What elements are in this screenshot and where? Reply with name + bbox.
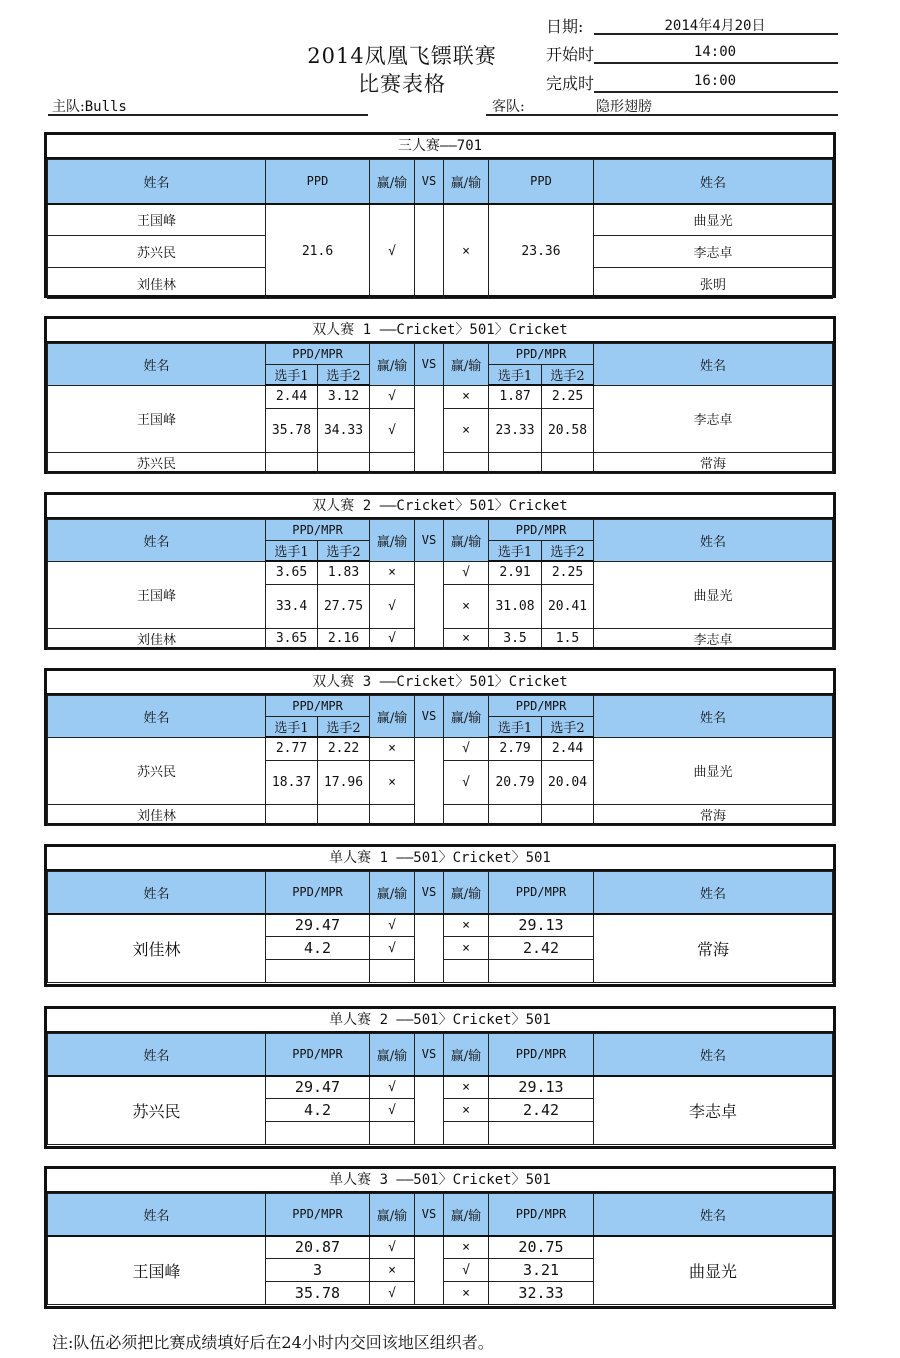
- vs-header: VS: [415, 1034, 444, 1076]
- left-p2-score: 27.75: [318, 584, 370, 628]
- date-value: 2014年4月20日: [664, 18, 766, 34]
- left-player1-header: 选手1: [266, 717, 318, 738]
- right-ppd-mpr-header: PPD/MPR: [489, 344, 594, 365]
- doubles-table: [47, 343, 833, 474]
- left-p2-score: 2.16: [318, 628, 370, 649]
- doubles-match-block: [44, 316, 836, 474]
- left-p2-score: 34.33: [318, 408, 370, 452]
- right-player-name: 常海: [594, 452, 833, 473]
- left-winlose-value: √: [370, 204, 415, 299]
- left-p2-score: 2.22: [318, 737, 370, 760]
- left-p1-score: 18.37: [266, 760, 318, 804]
- left-winlose-header: 赢/输: [370, 160, 415, 204]
- left-player-name: 王国峰: [48, 561, 266, 628]
- left-p1-score: 35.78: [266, 408, 318, 452]
- right-p1-score: 31.08: [489, 584, 542, 628]
- right-name-header: 姓名: [594, 344, 833, 386]
- right-name-header: 姓名: [594, 1194, 833, 1236]
- right-ppd-header: PPD: [489, 160, 594, 204]
- left-p1-score: [266, 804, 318, 825]
- away-underline: [486, 114, 838, 116]
- vs-cell: [415, 385, 444, 473]
- doubles-title: 双人赛 3 ——Cricket〉501〉Cricket: [47, 671, 833, 695]
- right-score: [489, 960, 594, 983]
- right-score: 29.13: [489, 1076, 594, 1099]
- left-ppd-mpr-header: PPD/MPR: [266, 1034, 370, 1076]
- right-score: 20.75: [489, 1236, 594, 1259]
- right-player1-header: 选手1: [489, 365, 542, 386]
- right-winlose: [444, 1122, 489, 1145]
- left-score: 29.47: [266, 914, 370, 937]
- left-ppd-mpr-header: PPD/MPR: [266, 1194, 370, 1236]
- left-score: 35.78: [266, 1282, 370, 1305]
- left-player-name: 刘佳林: [48, 628, 266, 649]
- right-score: 3.21: [489, 1259, 594, 1282]
- left-winlose: ×: [370, 1259, 415, 1282]
- left-winlose: √: [370, 1282, 415, 1305]
- singles-table: [47, 871, 833, 983]
- right-p2-score: 20.41: [542, 584, 594, 628]
- right-player1-header: 选手1: [489, 541, 542, 562]
- vs-cell: [415, 1236, 444, 1305]
- left-name-header: 姓名: [48, 1034, 266, 1076]
- left-winlose-header: 赢/输: [370, 344, 415, 386]
- left-player-name: 刘佳林: [48, 268, 266, 299]
- doubles-match-block: [44, 492, 836, 650]
- right-winlose-header: 赢/输: [444, 872, 489, 914]
- start-time-value: 14:00: [693, 44, 737, 60]
- vs-header: VS: [415, 520, 444, 562]
- right-player-name: 曲显光: [594, 1236, 833, 1305]
- right-winlose: [444, 804, 489, 825]
- left-player-name: 刘佳林: [48, 804, 266, 825]
- right-winlose-header: 赢/输: [444, 520, 489, 562]
- left-p2-score: [318, 804, 370, 825]
- left-player1-header: 选手1: [266, 365, 318, 386]
- right-player1-header: 选手1: [489, 717, 542, 738]
- left-score: 29.47: [266, 1076, 370, 1099]
- left-ppd-mpr-header: PPD/MPR: [266, 872, 370, 914]
- league-title: 2014凤凰飞镖联赛: [307, 44, 497, 68]
- vs-header: VS: [415, 1194, 444, 1236]
- right-player-name: 常海: [594, 804, 833, 825]
- left-winlose: √: [370, 914, 415, 937]
- home-team-label: 主队:: [52, 99, 85, 115]
- end-time-label: 完成时: [546, 74, 595, 93]
- left-p1-score: 2.77: [266, 737, 318, 760]
- left-winlose-header: 赢/输: [370, 520, 415, 562]
- right-player-name: 曲显光: [594, 737, 833, 804]
- left-winlose: √: [370, 937, 415, 960]
- right-score: 32.33: [489, 1282, 594, 1305]
- right-p2-score: 2.25: [542, 385, 594, 408]
- right-winlose: ×: [444, 1099, 489, 1122]
- right-p2-score: 20.04: [542, 760, 594, 804]
- right-winlose: √: [444, 737, 489, 760]
- left-p1-score: [266, 452, 318, 473]
- left-p2-score: 17.96: [318, 760, 370, 804]
- date-label: 日期:: [546, 17, 584, 36]
- left-score: 20.87: [266, 1236, 370, 1259]
- home-underline: [48, 114, 368, 116]
- right-winlose: ×: [444, 1282, 489, 1305]
- left-name-header: 姓名: [48, 520, 266, 562]
- right-p1-score: 1.87: [489, 385, 542, 408]
- right-player-name: 常海: [594, 914, 833, 983]
- right-winlose: ×: [444, 385, 489, 408]
- left-player-name: 王国峰: [48, 1236, 266, 1305]
- left-p1-score: 33.4: [266, 584, 318, 628]
- vs-header: VS: [415, 696, 444, 738]
- triple-table: [47, 159, 833, 299]
- right-ppd-mpr-header: PPD/MPR: [489, 1194, 594, 1236]
- right-winlose-value: ×: [444, 204, 489, 299]
- right-score: 29.13: [489, 914, 594, 937]
- left-p2-score: [318, 452, 370, 473]
- right-winlose-header: 赢/输: [444, 1034, 489, 1076]
- left-winlose-header: 赢/输: [370, 1194, 415, 1236]
- right-player2-header: 选手2: [542, 717, 594, 738]
- left-winlose: [370, 804, 415, 825]
- right-player-name: 曲显光: [594, 204, 833, 236]
- left-winlose: √: [370, 408, 415, 452]
- away-team-name: 隐形翅膀: [596, 99, 652, 115]
- left-p2-score: 1.83: [318, 561, 370, 584]
- right-player-name: 李志卓: [594, 628, 833, 649]
- left-winlose: ×: [370, 737, 415, 760]
- left-winlose: ×: [370, 561, 415, 584]
- left-winlose: √: [370, 584, 415, 628]
- left-ppd-value: 21.6: [266, 204, 370, 299]
- left-player2-header: 选手2: [318, 541, 370, 562]
- right-name-header: 姓名: [594, 520, 833, 562]
- left-name-header: 姓名: [48, 872, 266, 914]
- left-player-name: 王国峰: [48, 204, 266, 236]
- vs-header: VS: [415, 160, 444, 204]
- right-p2-score: 2.44: [542, 737, 594, 760]
- right-p1-score: 2.79: [489, 737, 542, 760]
- singles-match-block: [44, 1166, 836, 1309]
- right-winlose: ×: [444, 1236, 489, 1259]
- right-winlose: √: [444, 760, 489, 804]
- right-p2-score: 2.25: [542, 561, 594, 584]
- date-underline: [594, 33, 838, 35]
- left-p1-score: 3.65: [266, 561, 318, 584]
- doubles-title: 双人赛 2 ——Cricket〉501〉Cricket: [47, 495, 833, 519]
- vs-cell: [415, 737, 444, 825]
- left-player-name: 苏兴民: [48, 452, 266, 473]
- left-name-header: 姓名: [48, 160, 266, 204]
- right-player-name: 张明: [594, 268, 833, 299]
- left-winlose: [370, 960, 415, 983]
- left-player-name: 刘佳林: [48, 914, 266, 983]
- right-ppd-mpr-header: PPD/MPR: [489, 520, 594, 541]
- doubles-table: [47, 695, 833, 826]
- left-score: 4.2: [266, 937, 370, 960]
- left-player-name: 王国峰: [48, 385, 266, 452]
- left-score: [266, 1122, 370, 1145]
- left-name-header: 姓名: [48, 1194, 266, 1236]
- home-team-name: Bulls: [84, 99, 127, 115]
- right-player2-header: 选手2: [542, 541, 594, 562]
- right-player-name: 曲显光: [594, 561, 833, 628]
- singles-match-block: [44, 1006, 836, 1149]
- left-winlose: [370, 452, 415, 473]
- footer-note: 注:队伍必须把比赛成绩填好后在24小时内交回该地区组织者。: [52, 1333, 494, 1352]
- singles-title: 单人赛 1 ——501〉Cricket〉501: [47, 847, 833, 871]
- right-player-name: 李志卓: [594, 236, 833, 268]
- left-ppd-mpr-header: PPD/MPR: [266, 344, 370, 365]
- left-winlose-header: 赢/输: [370, 1034, 415, 1076]
- right-winlose: ×: [444, 937, 489, 960]
- right-player-name: 李志卓: [594, 385, 833, 452]
- right-player-name: 李志卓: [594, 1076, 833, 1145]
- right-score: [489, 1122, 594, 1145]
- left-ppd-mpr-header: PPD/MPR: [266, 696, 370, 717]
- left-winlose: [370, 1122, 415, 1145]
- right-name-header: 姓名: [594, 696, 833, 738]
- singles-match-block: [44, 844, 836, 987]
- left-ppd-mpr-header: PPD/MPR: [266, 520, 370, 541]
- left-winlose: √: [370, 385, 415, 408]
- right-winlose: [444, 452, 489, 473]
- left-name-header: 姓名: [48, 344, 266, 386]
- right-p1-score: [489, 452, 542, 473]
- singles-table: [47, 1193, 833, 1305]
- left-player-name: 苏兴民: [48, 236, 266, 268]
- singles-title: 单人赛 2 ——501〉Cricket〉501: [47, 1009, 833, 1033]
- right-ppd-mpr-header: PPD/MPR: [489, 872, 594, 914]
- right-p2-score: [542, 804, 594, 825]
- left-winlose: √: [370, 1099, 415, 1122]
- right-winlose: [444, 960, 489, 983]
- left-p1-score: 2.44: [266, 385, 318, 408]
- home-team-row: [52, 96, 127, 116]
- right-p2-score: 1.5: [542, 628, 594, 649]
- right-p1-score: 20.79: [489, 760, 542, 804]
- vs-cell: [415, 1076, 444, 1145]
- left-ppd-header: PPD: [266, 160, 370, 204]
- right-winlose: ×: [444, 628, 489, 649]
- right-p2-score: [542, 452, 594, 473]
- right-score: 2.42: [489, 937, 594, 960]
- right-winlose: ×: [444, 914, 489, 937]
- right-name-header: 姓名: [594, 872, 833, 914]
- end-time-value: 16:00: [693, 73, 737, 89]
- left-score: 4.2: [266, 1099, 370, 1122]
- singles-table: [47, 1033, 833, 1145]
- left-winlose: √: [370, 1236, 415, 1259]
- right-name-header: 姓名: [594, 160, 833, 204]
- right-winlose-header: 赢/输: [444, 696, 489, 738]
- left-player2-header: 选手2: [318, 717, 370, 738]
- left-winlose-header: 赢/输: [370, 696, 415, 738]
- start-underline: [594, 62, 838, 64]
- right-winlose: ×: [444, 584, 489, 628]
- right-p1-score: 23.33: [489, 408, 542, 452]
- right-winlose: √: [444, 1259, 489, 1282]
- right-score: 2.42: [489, 1099, 594, 1122]
- right-winlose-header: 赢/输: [444, 344, 489, 386]
- away-team-label: 客队:: [492, 99, 525, 115]
- left-winlose: √: [370, 1076, 415, 1099]
- end-underline: [594, 91, 838, 93]
- right-winlose: ×: [444, 1076, 489, 1099]
- vs-cell: [415, 561, 444, 649]
- right-ppd-mpr-header: PPD/MPR: [489, 1034, 594, 1076]
- right-winlose-header: 赢/输: [444, 160, 489, 204]
- right-ppd-mpr-header: PPD/MPR: [489, 696, 594, 717]
- right-p1-score: [489, 804, 542, 825]
- singles-title: 单人赛 3 ——501〉Cricket〉501: [47, 1169, 833, 1193]
- right-winlose: ×: [444, 408, 489, 452]
- doubles-match-block: [44, 668, 836, 826]
- right-winlose: √: [444, 561, 489, 584]
- left-name-header: 姓名: [48, 696, 266, 738]
- right-winlose-header: 赢/输: [444, 1194, 489, 1236]
- left-player-name: 苏兴民: [48, 1076, 266, 1145]
- left-p2-score: 3.12: [318, 385, 370, 408]
- vs-header: VS: [415, 344, 444, 386]
- right-ppd-value: 23.36: [489, 204, 594, 299]
- triple-match-block: [44, 132, 836, 298]
- right-name-header: 姓名: [594, 1034, 833, 1076]
- vs-cell: [415, 914, 444, 983]
- vs-header: VS: [415, 872, 444, 914]
- triple-title: 三人赛——701: [47, 135, 833, 159]
- doubles-table: [47, 519, 833, 650]
- left-winlose: √: [370, 628, 415, 649]
- right-player2-header: 选手2: [542, 365, 594, 386]
- left-p1-score: 3.65: [266, 628, 318, 649]
- vs-cell: [415, 204, 444, 299]
- left-winlose-header: 赢/输: [370, 872, 415, 914]
- form-title: 比赛表格: [358, 72, 446, 96]
- right-p1-score: 2.91: [489, 561, 542, 584]
- left-winlose: ×: [370, 760, 415, 804]
- left-player2-header: 选手2: [318, 365, 370, 386]
- right-p1-score: 3.5: [489, 628, 542, 649]
- left-player1-header: 选手1: [266, 541, 318, 562]
- right-p2-score: 20.58: [542, 408, 594, 452]
- doubles-title: 双人赛 1 ——Cricket〉501〉Cricket: [47, 319, 833, 343]
- left-score: 3: [266, 1259, 370, 1282]
- left-player-name: 苏兴民: [48, 737, 266, 804]
- start-time-label: 开始时: [546, 45, 595, 64]
- left-score: [266, 960, 370, 983]
